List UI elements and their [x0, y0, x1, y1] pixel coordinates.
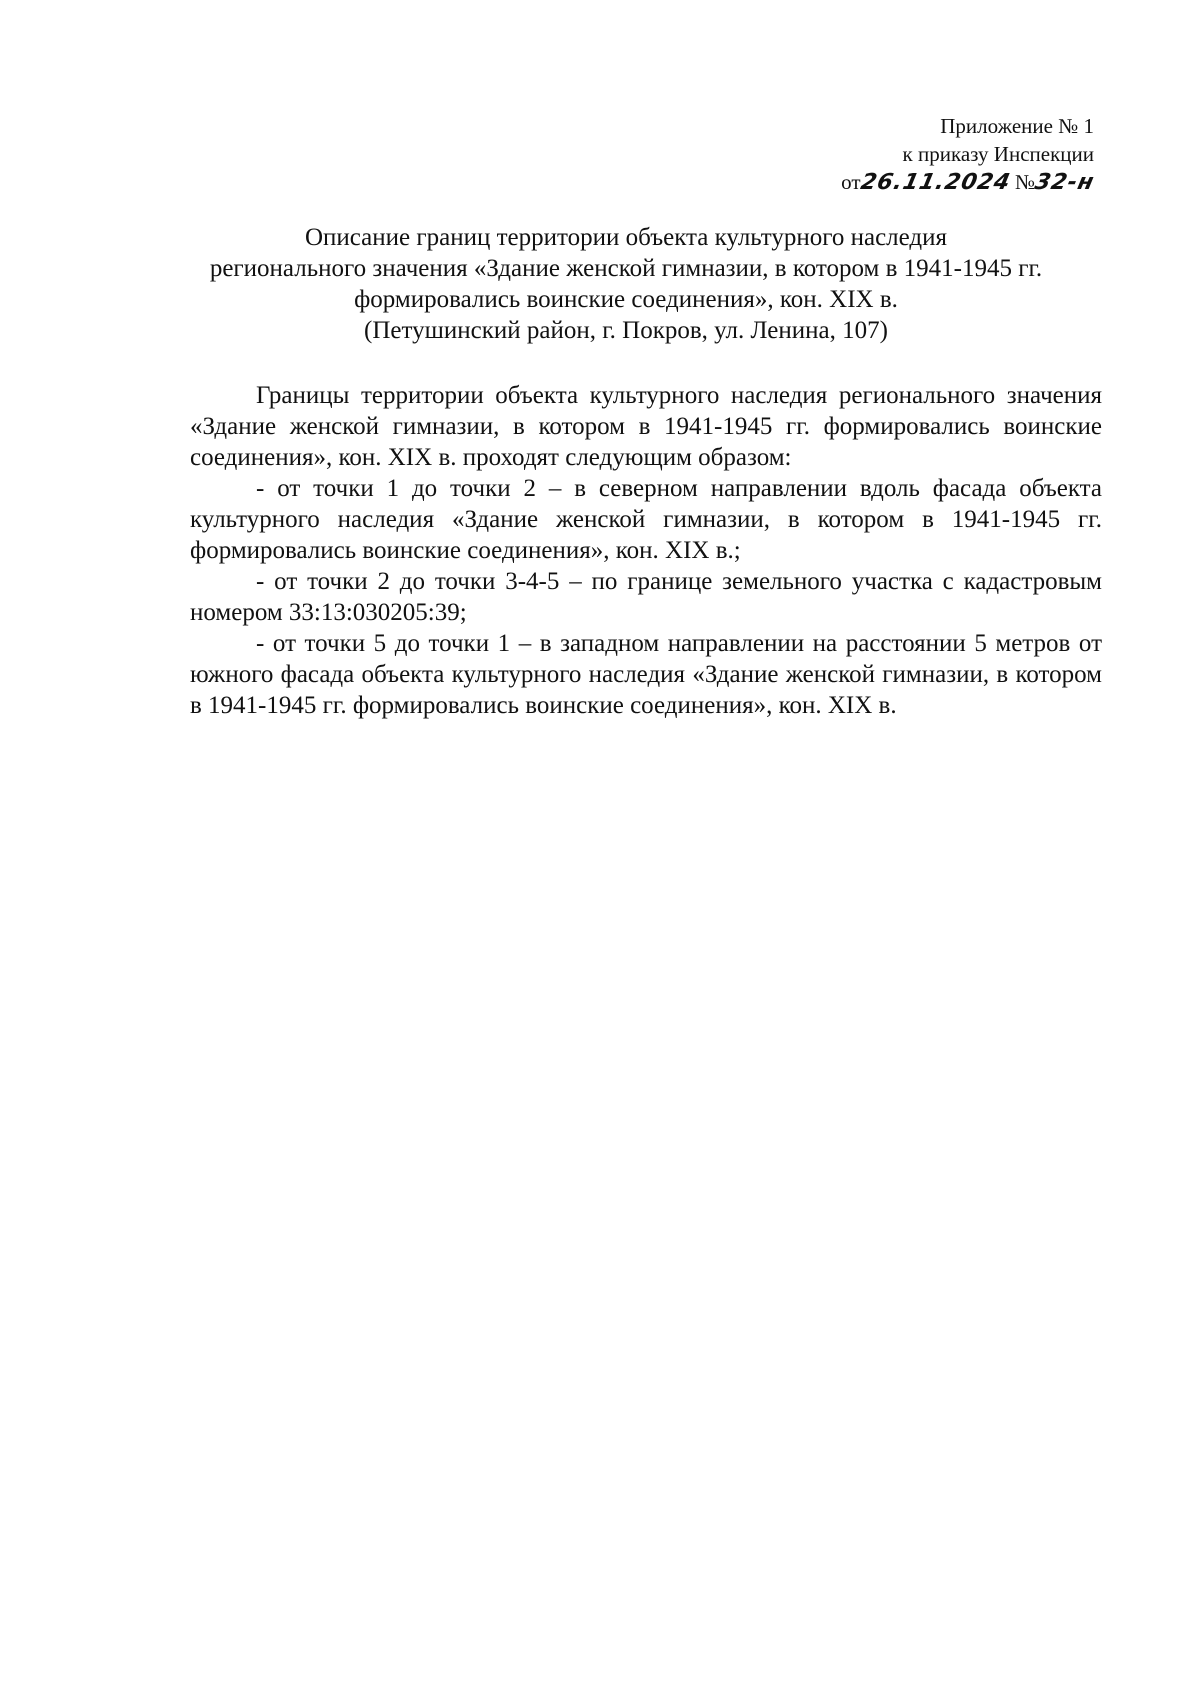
document-body	[190, 380, 1102, 721]
title-line-3: формировались воинские соединения», кон. XIX в.	[354, 286, 898, 313]
appendix-order-reference: к приказу Инспекции	[902, 142, 1094, 166]
document-title	[160, 222, 1092, 346]
date-prefix: от	[841, 170, 861, 194]
intro-paragraph: Границы территории объекта культурного наследия регионального значения «Здание женской гимназии, в котором в 1941-1945 гг. формировались воинские соединения», кон. XIX в. проходят следующим образом:	[190, 382, 1102, 471]
title-line-1: Описание границ территории объекта культурного наследия	[304, 224, 948, 251]
title-line-2: регионального значения «Здание женской гимназии, в котором в 1941-1945 гг.	[209, 255, 1043, 282]
title-line-4: (Петушинский район, г. Покров, ул. Ленина, 107)	[364, 317, 888, 344]
appendix-number: Приложение № 1	[940, 114, 1094, 138]
handwritten-order-number: 32-н	[1032, 170, 1097, 195]
appendix-header	[841, 112, 1097, 197]
handwritten-date: 26.11.2024	[858, 170, 1013, 195]
appendix-order-date-number	[841, 168, 1097, 197]
boundary-item-2: - от точки 2 до точки 3-4-5 – по границе земельного участка с кадастровым номером 33:13:030205:39;	[190, 568, 1102, 626]
number-label: №	[1015, 170, 1036, 194]
boundary-item-3: - от точки 5 до точки 1 – в западном направлении на расстоянии 5 метров от южного фасада объекта культурного наследия «Здание женской гимназии, в котором в 1941-1945 гг. формировались воинские соединения», кон. XIX в.	[190, 630, 1102, 719]
boundary-item-1: - от точки 1 до точки 2 – в северном направлении вдоль фасада объекта культурного наследия «Здание женской гимназии, в котором в 1941-1945 гг. формировались воинские соединения», кон. XIX в.;	[190, 475, 1102, 564]
